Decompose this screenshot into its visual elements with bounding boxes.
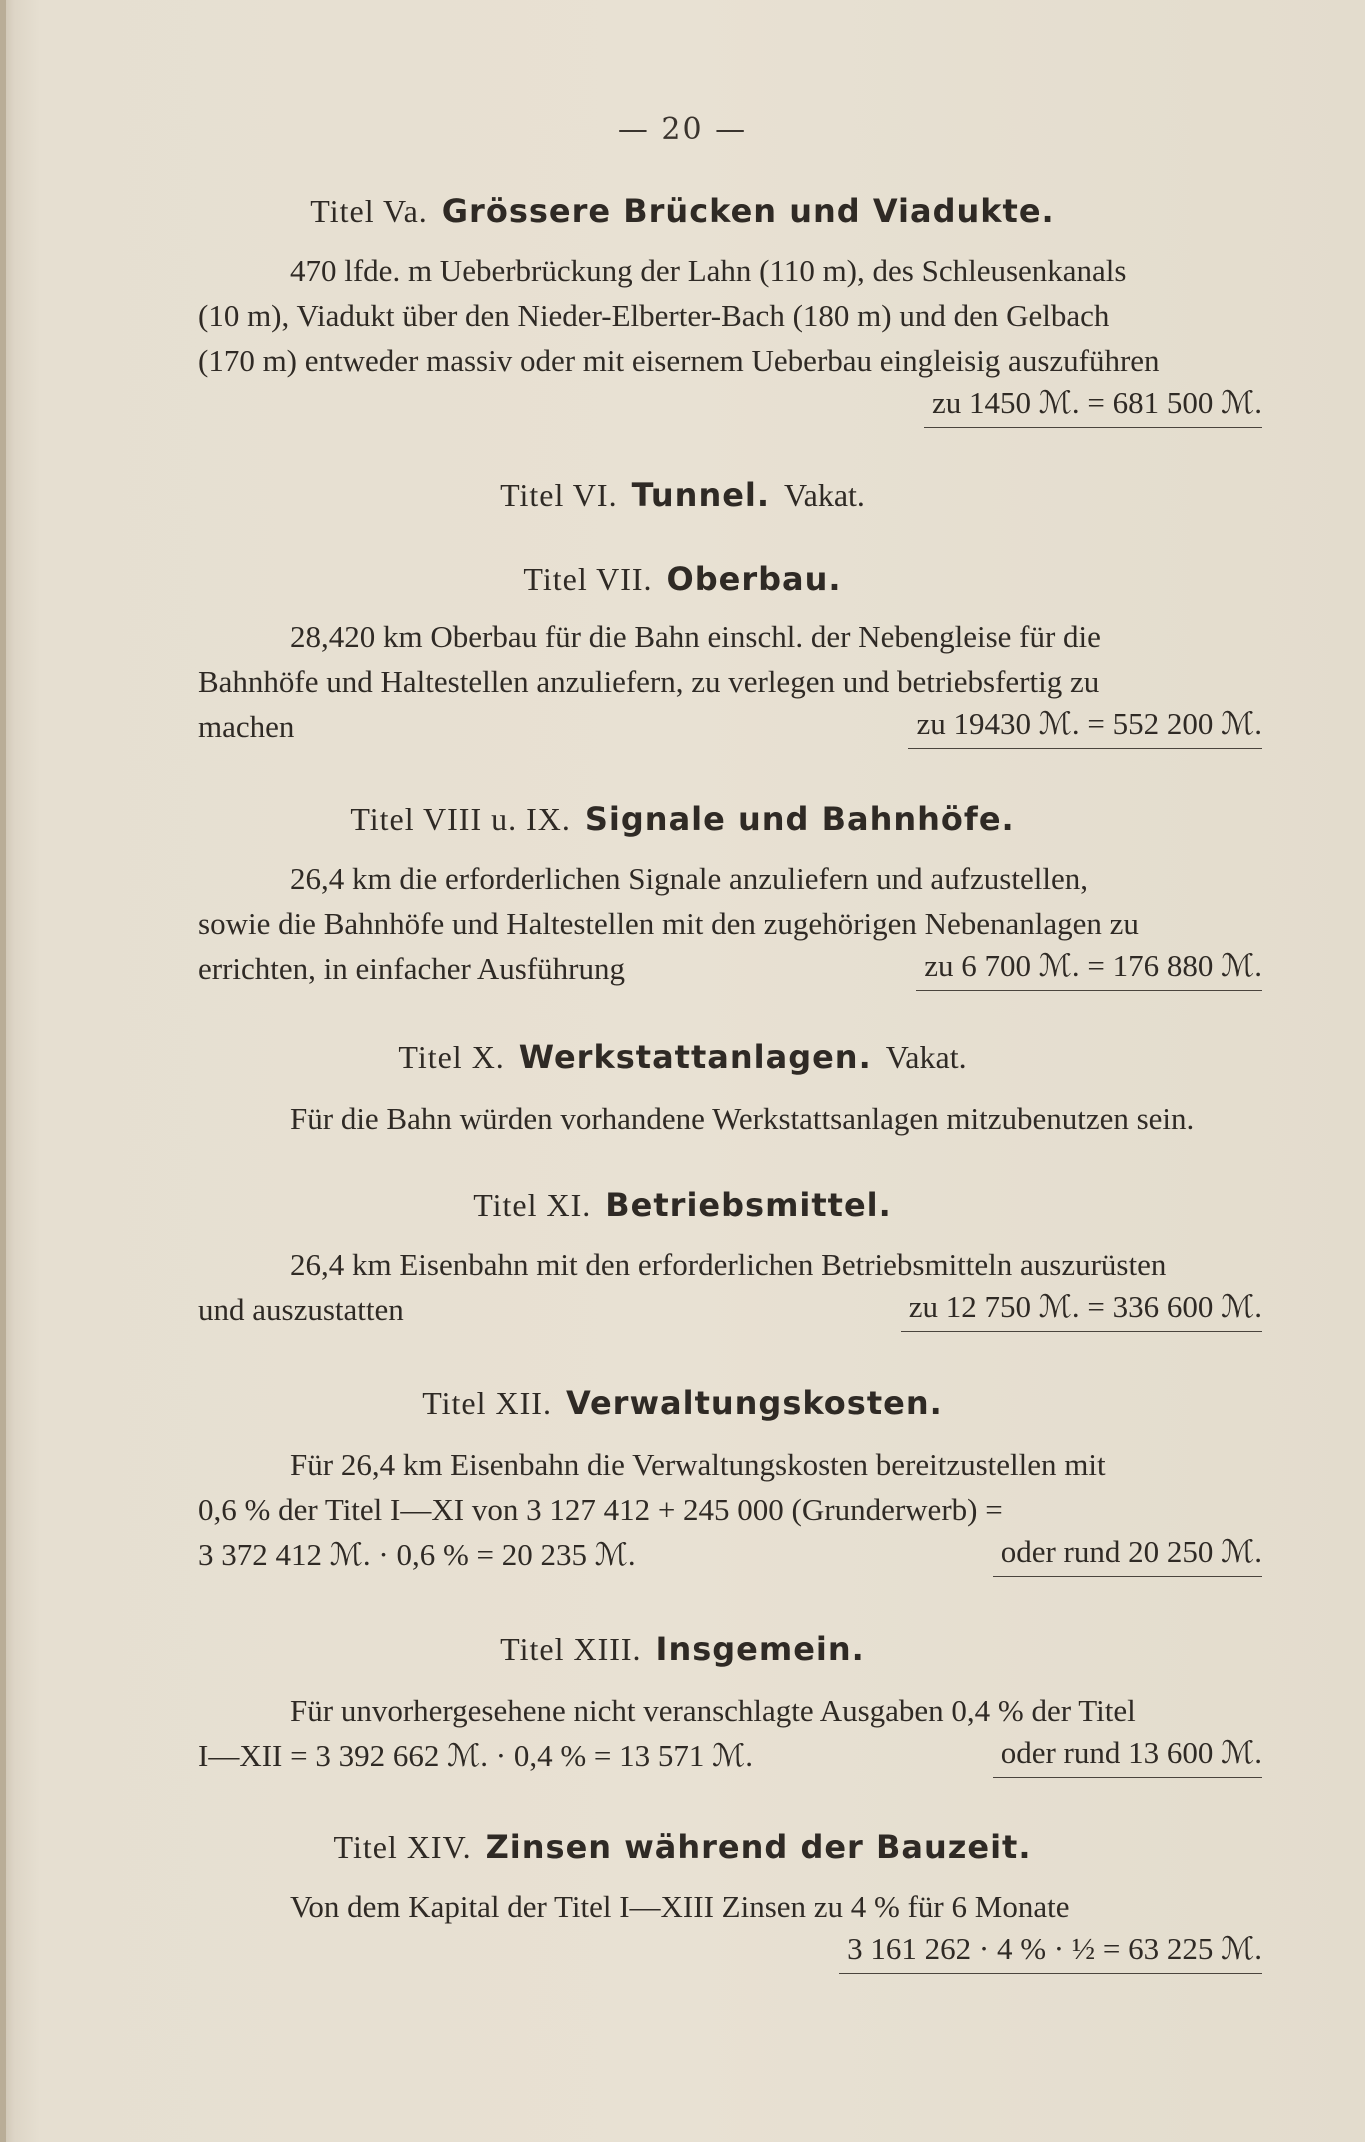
section-heading-xi xyxy=(0,1186,1365,1224)
section-body-x xyxy=(198,1096,1262,1141)
section-heading-vii xyxy=(0,560,1365,598)
heading-title: Grössere Brücken und Viadukte. xyxy=(441,192,1055,230)
heading-prefix: Titel XI. xyxy=(473,1187,592,1223)
heading-title: Betriebsmittel. xyxy=(605,1186,892,1224)
amount-value: oder rund 20 250 ℳ. xyxy=(993,1529,1262,1577)
heading-title: Zinsen während der Bauzeit. xyxy=(485,1828,1032,1866)
section-body-xiii xyxy=(198,1688,1262,1778)
heading-suffix: Vakat. xyxy=(885,1039,967,1075)
heading-title: Werkstattanlagen. xyxy=(518,1038,872,1076)
amount-row-left: machen xyxy=(198,709,295,744)
section-heading-x xyxy=(0,1038,1365,1076)
amount-row xyxy=(198,383,1262,428)
text-line: sowie die Bahnhöfe und Haltestellen mit den zugehörigen Nebenanlagen zu xyxy=(198,906,1139,941)
heading-prefix: Titel XIV. xyxy=(333,1829,472,1865)
section-body-xii xyxy=(198,1442,1262,1577)
amount-value: zu 1450 ℳ. = 681 500 ℳ. xyxy=(924,380,1262,428)
section-heading-xii xyxy=(0,1384,1365,1422)
amount-row-left: I—XII = 3 392 662 ℳ. · 0,4 % = 13 571 ℳ. xyxy=(198,1738,754,1773)
text-line: Für unvorhergesehene nicht veranschlagte Ausgaben 0,4 % der Titel xyxy=(290,1693,1136,1728)
text-line: 470 lfde. m Ueberbrückung der Lahn (110 m), des Schleusenkanals xyxy=(290,253,1127,288)
section-heading-xiii xyxy=(0,1630,1365,1668)
amount-value: 3 161 262 · 4 % · ½ = 63 225 ℳ. xyxy=(839,1926,1262,1974)
heading-prefix: Titel VI. xyxy=(500,477,618,513)
amount-row xyxy=(198,1929,1262,1974)
amount-row-left: 3 372 412 ℳ. · 0,6 % = 20 235 ℳ. xyxy=(198,1537,636,1572)
amount-row xyxy=(198,1287,1262,1332)
amount-row-left: und auszustatten xyxy=(198,1292,404,1327)
heading-title: Insgemein. xyxy=(655,1630,865,1668)
text-line: (170 m) entweder massiv oder mit eisernem Ueberbau eingleisig auszuführen xyxy=(198,343,1160,378)
amount-row xyxy=(198,704,1262,749)
amount-row xyxy=(198,1532,1262,1577)
heading-title: Oberbau. xyxy=(666,560,842,598)
text-line: 26,4 km Eisenbahn mit den erforderlichen Betriebsmitteln auszurüsten xyxy=(290,1247,1167,1282)
heading-prefix: Titel VII. xyxy=(523,561,653,597)
heading-suffix: Vakat. xyxy=(784,477,865,513)
amount-value: oder rund 13 600 ℳ. xyxy=(993,1730,1262,1778)
section-body-vii xyxy=(198,614,1262,749)
text-line: Für die Bahn würden vorhandene Werkstattsanlagen mitzubenutzen sein. xyxy=(290,1101,1195,1136)
section-heading-viii-ix xyxy=(0,800,1365,838)
text-line: Bahnhöfe und Haltestellen anzuliefern, zu verlegen und betriebsfertig zu xyxy=(198,664,1100,699)
section-heading-xiv xyxy=(0,1828,1365,1866)
text-line: 26,4 km die erforderlichen Signale anzuliefern und aufzustellen, xyxy=(290,861,1088,896)
heading-prefix: Titel XIII. xyxy=(500,1631,642,1667)
amount-row-left: errichten, in einfacher Ausführung xyxy=(198,951,625,986)
page-number: — 20 — xyxy=(617,112,748,147)
heading-prefix: Titel VIII u. IX. xyxy=(350,801,571,837)
amount-row xyxy=(198,1733,1262,1778)
section-heading-vi xyxy=(0,476,1365,514)
amount-value: zu 6 700 ℳ. = 176 880 ℳ. xyxy=(916,943,1262,991)
amount-value: zu 19430 ℳ. = 552 200 ℳ. xyxy=(908,701,1262,749)
section-body-viii-ix xyxy=(198,856,1262,991)
heading-title: Tunnel. xyxy=(631,476,771,514)
text-line: Für 26,4 km Eisenbahn die Verwaltungskosten bereitzustellen mit xyxy=(290,1447,1106,1482)
text-line: 28,420 km Oberbau für die Bahn einschl. der Nebengleise für die xyxy=(290,619,1101,654)
section-body-va xyxy=(198,248,1262,428)
section-body-xiv xyxy=(198,1884,1262,1974)
heading-prefix: Titel X. xyxy=(398,1039,505,1075)
heading-title: Signale und Bahnhöfe. xyxy=(584,800,1015,838)
section-body-xi xyxy=(198,1242,1262,1332)
amount-value: zu 12 750 ℳ. = 336 600 ℳ. xyxy=(901,1284,1262,1332)
text-line: (10 m), Viadukt über den Nieder-Elberter-Bach (180 m) und den Gelbach xyxy=(198,298,1110,333)
text-line: 0,6 % der Titel I—XI von 3 127 412 + 245 000 (Grunderwerb) = xyxy=(198,1492,1003,1527)
section-heading-va xyxy=(0,192,1365,230)
heading-prefix: Titel XII. xyxy=(422,1385,552,1421)
heading-prefix: Titel Va. xyxy=(310,193,428,229)
amount-row xyxy=(198,946,1262,991)
text-line: Von dem Kapital der Titel I—XIII Zinsen zu 4 % für 6 Monate xyxy=(290,1889,1070,1924)
heading-title: Verwaltungskosten. xyxy=(565,1384,943,1422)
